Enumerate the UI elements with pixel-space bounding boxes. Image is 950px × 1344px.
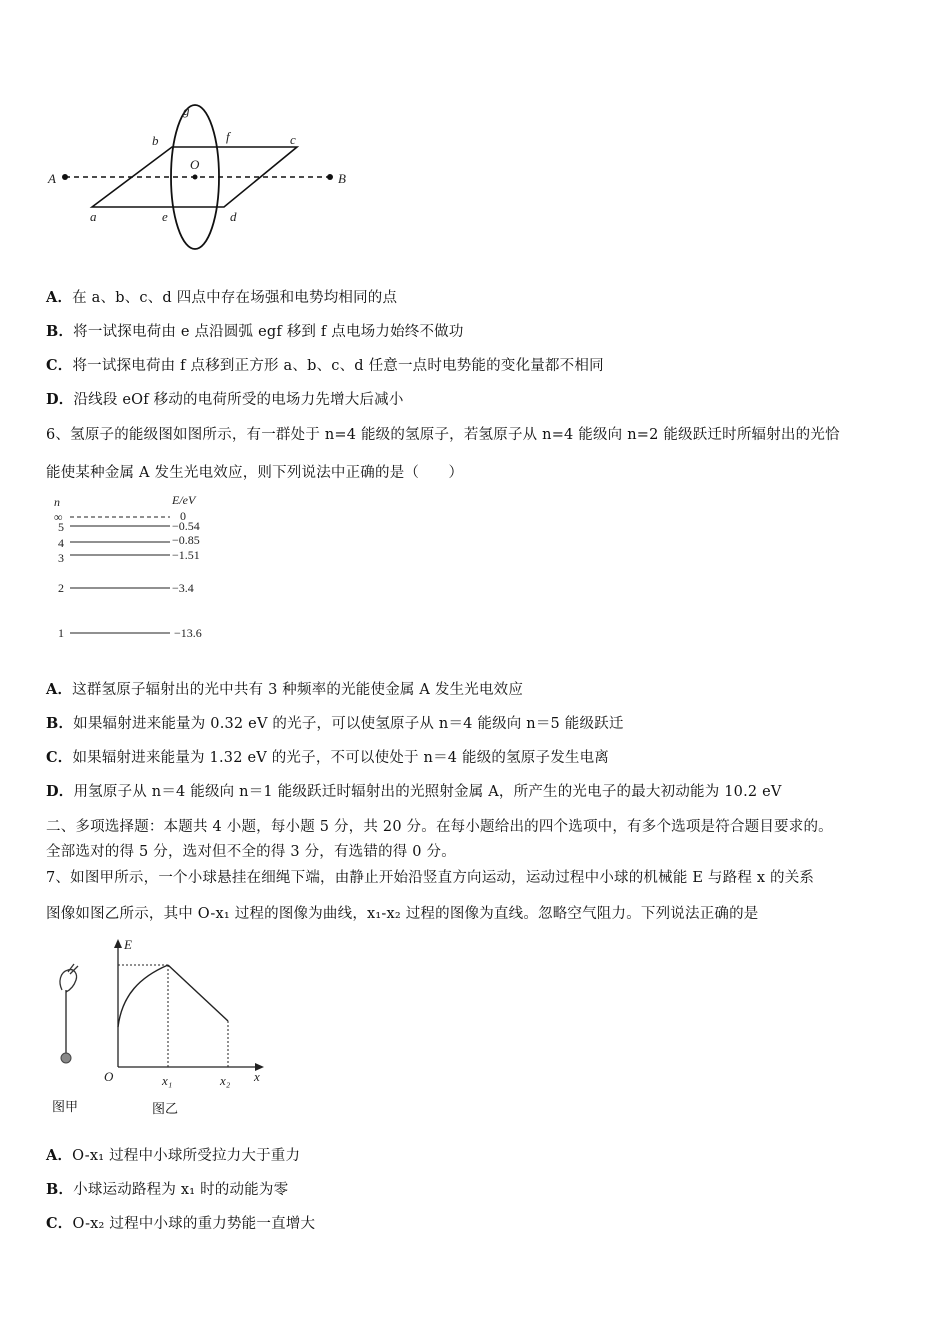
q7-stem-line1: 7、如图甲所示，一个小球悬挂在细绳下端，由静止开始沿竖直方向运动，运动过程中小球的机械能 E 与路程 x 的关系 [46, 870, 815, 886]
e-header: E/eV [172, 493, 196, 507]
label-A: A [48, 171, 56, 186]
q6-option-b[interactable]: B．如果辐射进来能量为 0.32 eV 的光子，可以使氢原子从 n＝4 能级向 n＝5 能级跃迁 [46, 715, 624, 732]
level-4-e: −0.85 [172, 533, 200, 547]
axis-x-label: x [254, 1069, 260, 1084]
section2-line2: 全部选对的得 5 分，选对但不全的得 3 分，有选错的得 0 分。 [46, 844, 456, 860]
hand-icon [60, 964, 78, 992]
level-2-n: 2 [58, 581, 64, 595]
energy-curve [118, 965, 168, 1027]
q6-stem-line1: 6、氢原子的能级图如图所示，有一群处于 n=4 能级的氢原子，若氢原子从 n=4 能级向 n=2 能级跃迁时所辐射出的光恰 [46, 427, 840, 443]
energy-level-diagram [50, 492, 230, 647]
q6-option-a[interactable]: A．这群氢原子辐射出的光中共有 3 种频率的光能使金属 A 发生光电效应 [46, 681, 524, 698]
axis-e-label: E [124, 937, 132, 952]
energy-path-graph [100, 935, 270, 1090]
q6-option-c[interactable]: C．如果辐射进来能量为 1.32 eV 的光子，不可以使处于 n＝4 能级的氢原子发生电离 [46, 749, 609, 766]
level-4-n: 4 [58, 536, 64, 550]
level-3-e: −1.51 [172, 548, 200, 562]
q6-stem-line2: 能使某种金属 A 发生光电效应，则下列说法中正确的是（ ） [46, 465, 464, 481]
label-e: e [162, 209, 168, 224]
origin-label: O [104, 1069, 114, 1084]
q5-option-b[interactable]: B．将一试探电荷由 e 点沿圆弧 egf 移到 f 点电场力始终不做功 [46, 323, 464, 340]
caption-fig-a: 图甲 [52, 1100, 79, 1115]
q5-option-a[interactable]: A．在 a、b、c、d 四点中存在场强和电势均相同的点 [46, 289, 398, 306]
section2-line1: 二、多项选择题：本题共 4 小题，每小题 5 分，共 20 分。在每小题给出的四个选项中，有多个选项是符合题目要求的。 [46, 819, 833, 835]
tick-x1: x₁ [162, 1073, 173, 1088]
label-f: f [226, 129, 230, 144]
q7-option-a[interactable]: A．O-x₁ 过程中小球所受拉力大于重力 [46, 1147, 301, 1164]
caption-fig-b: 图乙 [152, 1102, 179, 1117]
level-5-e: −0.54 [172, 519, 200, 533]
label-d: d [230, 209, 237, 224]
field-figure [40, 95, 370, 255]
y-axis-arrow [114, 939, 122, 948]
pendulum-figure [48, 960, 98, 1070]
point-a-dot [62, 174, 68, 180]
q7-stem-line2: 图像如图乙所示，其中 O-x₁ 过程的图像为曲线，x₁-x₂ 过程的图像为直线。忽略空气阻力。下列说法正确的是 [46, 906, 759, 922]
level-inf-n: ∞ [54, 510, 63, 524]
level-1-n: 1 [58, 626, 64, 640]
point-o-dot [193, 175, 198, 180]
label-a: a [90, 209, 97, 224]
level-2-e: −3.4 [172, 581, 194, 595]
q5-option-c[interactable]: C．将一试探电荷由 f 点移到正方形 a、b、c、d 任意一点时电势能的变化量都不相同 [46, 357, 604, 374]
level-1-e: −13.6 [174, 626, 202, 640]
q6-option-d[interactable]: D．用氢原子从 n＝4 能级向 n＝1 能级跃迁时辐射出的光照射金属 A，所产生的光电子的最大初动能为 10.2 eV [46, 783, 782, 800]
level-inf-e: 0 [180, 509, 186, 523]
point-b-dot [327, 174, 333, 180]
level-3-n: 3 [58, 551, 64, 565]
label-c: c [290, 132, 296, 147]
energy-line [168, 965, 228, 1021]
label-B: B [338, 171, 346, 186]
q5-option-d[interactable]: D．沿线段 eOf 移动的电荷所受的电场力先增大后减小 [46, 391, 404, 408]
tick-x2: x₂ [220, 1073, 231, 1088]
label-o: O [190, 157, 200, 172]
label-g: g [183, 103, 190, 118]
level-5-n: 5 [58, 520, 64, 534]
q7-option-b[interactable]: B．小球运动路程为 x₁ 时的动能为零 [46, 1181, 289, 1198]
n-header: n [54, 495, 60, 509]
label-b: b [152, 133, 159, 148]
ball [61, 1053, 71, 1063]
q7-option-c[interactable]: C．O-x₂ 过程中小球的重力势能一直增大 [46, 1215, 316, 1232]
